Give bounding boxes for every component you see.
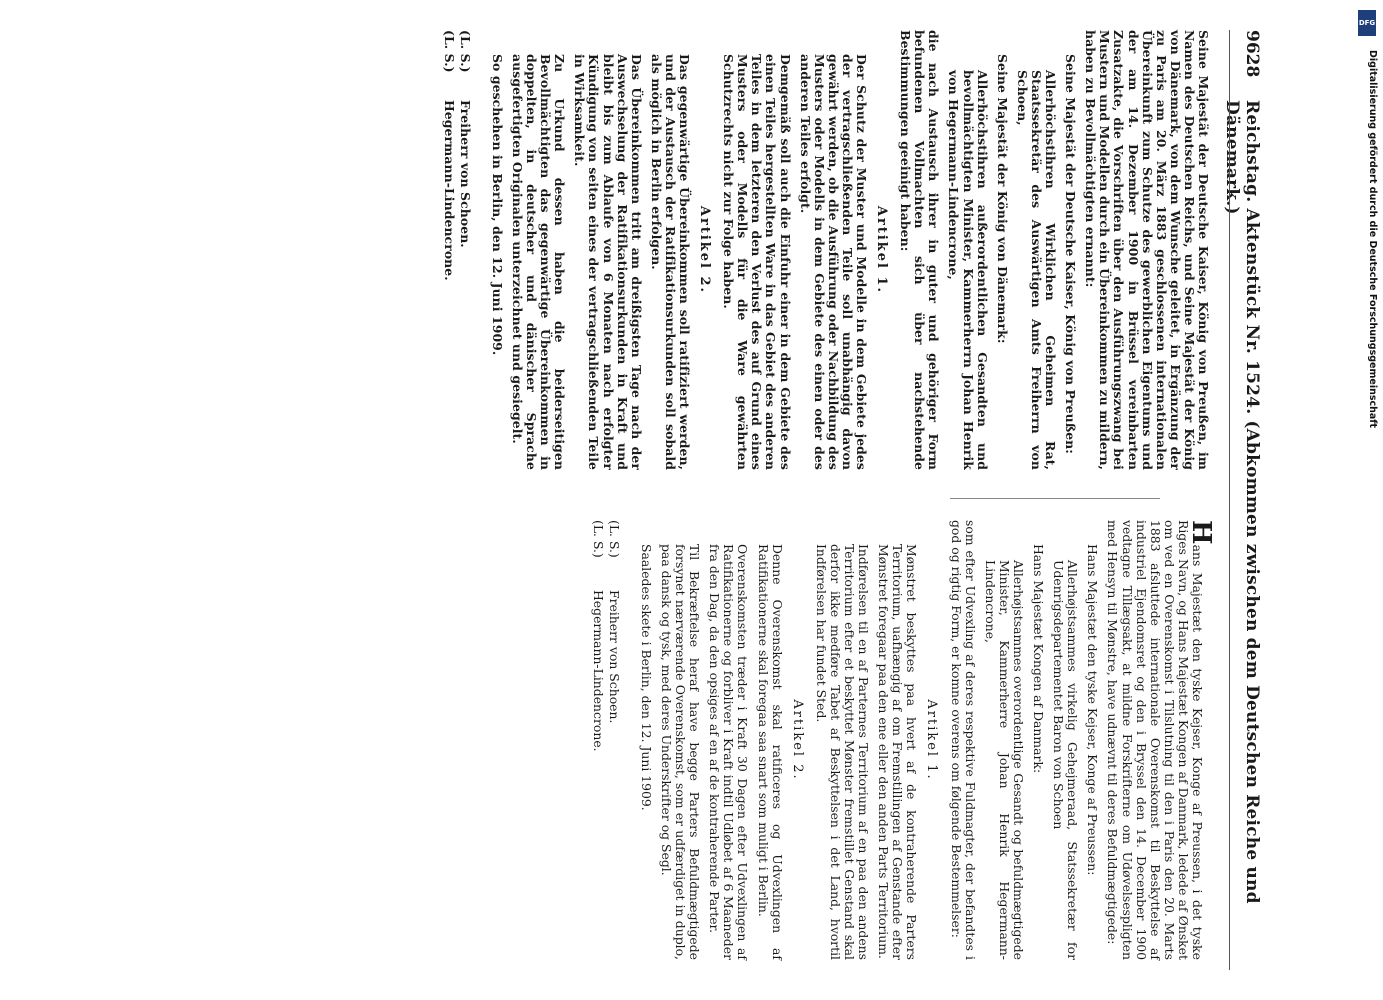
seal-mark: (L. S.) — [457, 30, 473, 73]
danish-preamble-text: ans Majestæt den tyske Kejser, Konge af Preussen, i det tyske Riges Navn, og Hans Majestæt Kongen af Danmark, ledede af Ønsket om ved en Overenskomst i Tilslutning til den i Paris den 20. Marts 1883 afsluttede internationale Overenskomst til Beskyttelse af industriel Ejendomsret og den i Bryssel den 14. December 1900 vedtagne Tillægsakt, at mildne Forskrifterne om Udøvelsespligten med Hensyn til Mønstre, have udnævnt til deres Befuldmægtigede: — [1105, 520, 1205, 960]
german-delegate1-body: Allerhöchstihren Wirklichen Geheimen Rat, Staatssekretär des Auswärtigen Amts Freiherrn von Schoen, — [1014, 70, 1059, 470]
german-closing: die nach Austausch ihrer in guter und gehöriger Form befundenen Vollmachten sich über nachstehende Bestimmungen geeinigt haben: — [898, 30, 942, 470]
german-delegate2-body: Allerhöchstihren außerordentlichen Gesandten und bevollmächtigten Minister, Kammerherrn Johan Henrik von Hegermann-Lindencrone, — [946, 70, 990, 470]
german-delegate1-head: Seine Majestät der Deutsche Kaiser, König von Preußen: — [1063, 54, 1079, 454]
danish-signature-row — [591, 520, 605, 960]
seal-mark: (L. S.) — [606, 520, 622, 558]
danish-closing: som efter Udvexling af deres respektive Fuldmagter, der befandtes i god og rigtig Form, er komne overens om følgende Bestemmelser: — [948, 520, 978, 960]
page-number: 9628 — [1242, 30, 1262, 78]
digitization-credit-text — [1367, 10, 1378, 970]
danish-delegate2-body: Allerhøjstsammes overordentlige Gesandt og befuldmægtigede Minister, Kammerherre Johan Henrik Hegermann-Lindencrone, — [982, 560, 1026, 960]
seal-mark: (L. S.) — [441, 30, 457, 73]
danish-article2-p3: Til Bekræftelse heraf have begge Parters Befuldmægtigede forsynet nærværende Overenskomst, som er udfærdiget in duplo, paa dansk og tysk, med deres Underskrifter og Segl. — [659, 544, 703, 960]
signatory-name: Freiherr von Schoen. — [606, 590, 622, 724]
german-article1-p2: Demgemäß soll auch die Einfuhr einer in dem Gebiete des einen Teiles hergestellten Ware in das Gebiet des anderen Teiles in dem letzteren den Verlust des auf Grund eines Musters oder Modells für die Ware gewährten Schutzrechts nicht zur Folge haben. — [721, 54, 793, 470]
german-delegate2-head: Seine Majestät der König von Dänemark: — [994, 54, 1010, 344]
german-article1-title: Artikel 1. — [874, 205, 890, 295]
danish-article1-title: Artikel 1. — [924, 699, 940, 781]
danish-preamble — [1105, 520, 1216, 960]
german-article2-p2: Das Übereinkommen tritt am dreißigsten Tage nach der Auswechselung der Ratifikationsurkunden in Kraft und bleibt bis zum Ablaufe von 6 Monaten nach erfolgter Kündigung von seiten eines der vertragschließenden Teile in Wirksamkeit. — [572, 54, 644, 470]
signatory-name: Hegermann-Lindencrone. — [590, 590, 606, 752]
german-place-date: So geschehen in Berlin, den 12. Juni 1909. — [489, 54, 505, 356]
danish-article2-p2: Overenskomsten træder i Kraft 30 Dagen efter Udvexlingen af Ratifikationerne og forbliver i Kraft indtil Udløbet af 6 Maaneder fra den Dag, da den opsiges af en af de kontraherende Parter. — [707, 544, 751, 960]
german-article2-p3: Zu Urkund dessen haben die beiderseitigen Bevollmächtigten das gegenwärtige Übereinkommen in doppelten, in deutscher und dänischer Sprache ausgefertigten Originalen unterzeichnet und gesiegelt. — [509, 54, 568, 470]
german-article2-p1: Das gegenwärtige Übereinkommen soll ratifiziert werden, und der Austausch der Ratifikationsurkunden soll sobald als möglich in Berlin erfolgen. — [648, 54, 692, 470]
danish-article1-p2: Indførelsen til en af Parternes Territorium af en paa den andens Territorium efter et beskyttet Mønster fremstillet Genstand skal derfor ikke medføre Tabet af Beskyttelsen i det Land, hvortil Indførelsen har fundet Sted. — [813, 544, 872, 960]
german-signature-row — [442, 30, 456, 470]
danish-article2-p1: Denne Overenskomst skal ratificeres og Udvexlingen af Ratifikationerne skal foregaa saa snart som muligt i Berlin. — [755, 544, 785, 960]
danish-column — [589, 520, 1216, 960]
german-column — [440, 30, 1210, 470]
danish-place-date: Saaledes skete i Berlin, den 12. Juni 1909. — [638, 544, 654, 811]
danish-signature-row — [607, 520, 621, 960]
german-article1-p1: Der Schutz der Muster und Modelle in dem Gebiete jedes der vertragschließenden Teile soll unabhängig davon gewährt werden, ob die Ausführung oder Nachbildung des Musters oder Modells in dem Gebiete des einen oder des anderen Teiles erfolgt. — [797, 54, 870, 470]
header-rule — [1229, 30, 1230, 970]
german-signature-row — [458, 30, 472, 470]
page-header — [1222, 30, 1270, 970]
signatory-name: Freiherr von Schoen. — [457, 100, 473, 248]
danish-signatures — [591, 520, 621, 960]
seal-mark: (L. S.) — [590, 520, 606, 558]
drop-initial: H — [1186, 520, 1216, 545]
danish-delegate2-head: Hans Majestæt Kongen af Danmark: — [1031, 544, 1047, 774]
danish-article2-title: Artikel 2. — [789, 699, 805, 781]
danish-delegate1-head: Hans Majestæt den tyske Kejser, Konge af Preussen: — [1085, 544, 1101, 876]
danish-article1-p1: Mønstret beskyttes paa hvert af de kontraherende Parters Territorium, uafhængig af om Fremstillingen af Genstande efter Mønstret foregaar paa den ene eller den anden Parts Territorium. — [876, 544, 920, 960]
dfg-logo: DFG — [1358, 10, 1376, 36]
german-signatures — [442, 30, 472, 470]
page-title: Reichstag. Aktenstück Nr. 1524. (Abkommen zwischen dem Deutschen Reiche und Dänemark.) — [1222, 100, 1262, 904]
digitization-credit — [1356, 10, 1380, 990]
column-divider — [950, 498, 1160, 499]
credit-text: Digitalisierung gefördert durch die Deutsche Forschungsgemeinschaft — [1367, 50, 1378, 428]
german-preamble: Seine Majestät der Deutsche Kaiser, König von Preußen, im Namen des Deutschen Reichs, und Seine Majestät der König von Dänemark, von dem Wunsche geleitet, in Ergänzung der zu Paris am 20. März 1883 geschlossenen internationalen Übereinkunft zum Schutze des gewerblichen Eigentums und der am 14. Dezember 1900 in Brüssel vereinbarten Zusatzakte, die Vorschriften über den Ausführungszwang bei Mustern und Modellen durch ein Übereinkommen zu mildern, haben zu Bevollmächtigten ernannt: — [1083, 30, 1211, 470]
signatory-name: Hegermann-Lindencrone. — [441, 100, 457, 281]
rotated-page-content — [70, 30, 1270, 970]
german-article2-title: Artikel 2. — [697, 205, 713, 295]
danish-delegate1-body: Allerhøjstsammes virkelig Gehejmeraad, Statssekretær for Udenrigsdepartementet Baron von Schoen — [1051, 560, 1081, 960]
